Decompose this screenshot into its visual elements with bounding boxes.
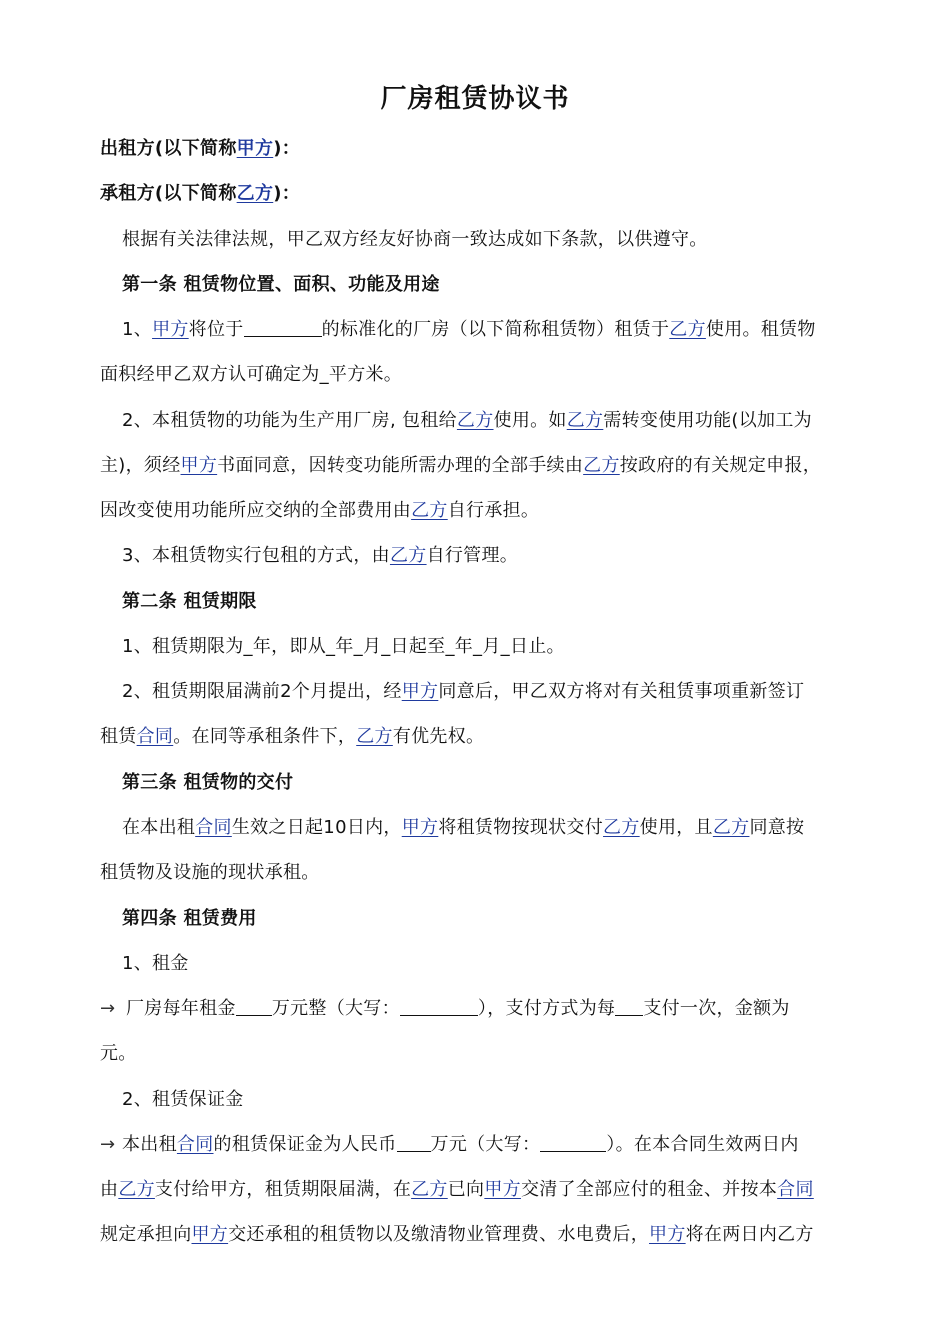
article-3-para-cont: 租赁物及设施的现状承租。 (100, 862, 320, 883)
link-party-b[interactable]: 乙方 (712, 817, 750, 838)
article-2-para-2: 2、租赁期限届满前2个月提出，经甲方同意后，甲乙双方将对有关租赁事项重新签订 (122, 681, 805, 702)
link-party-a[interactable]: 甲方 (649, 1224, 686, 1245)
lessee-line: 承租方(以下简称乙方)： (100, 183, 301, 204)
link-party-b[interactable]: 乙方 (411, 500, 448, 521)
deposit-heading: 2、租赁保证金 (122, 1089, 244, 1110)
link-party-b[interactable]: 乙方 (411, 1179, 448, 1200)
arrow-icon: → (100, 998, 116, 1019)
blank-field[interactable] (244, 318, 322, 337)
link-party-b[interactable]: 乙方 (669, 319, 706, 340)
rent-heading: 1、租金 (122, 953, 189, 974)
deposit-line: → 本出租合同的租赁保证金为人民币 万元（大写： ）。在本合同生效两日内 (100, 1132, 860, 1158)
link-contract[interactable]: 合同 (777, 1179, 814, 1200)
preamble: 根据有关法律法规，甲乙双方经友好协商一致达成如下条款，以供遵守。 (122, 229, 708, 250)
article-1-para-2-cont: 主)，须经甲方书面同意，因转变功能所需办理的全部手续由乙方按政府的有关规定申报， (100, 455, 822, 476)
blank-field[interactable] (615, 997, 643, 1016)
link-party-a[interactable]: 甲方 (401, 817, 439, 838)
article-3-para: 在本出租合同生效之日起10日内，甲方将租赁物按现状交付乙方使用，且乙方同意按 (122, 817, 805, 838)
deposit-line-cont2: 规定承担向甲方交还承租的租赁物以及缴清物业管理费、水电费后，甲方将在两日内乙方 (100, 1224, 814, 1245)
link-contract[interactable]: 合同 (195, 817, 232, 838)
link-party-a[interactable]: 甲方 (152, 319, 189, 340)
link-party-a[interactable]: 甲方 (401, 681, 439, 702)
article-2-heading: 第二条 租赁期限 (122, 591, 257, 612)
article-3-heading: 第三条 租赁物的交付 (122, 772, 294, 793)
blank-field[interactable] (400, 997, 478, 1016)
rent-line: → 厂房每年租金 万元整（大写： ），支付方式为每 支付一次，金额为 (100, 996, 860, 1022)
lessor-line: 出租方(以下简称甲方)： (100, 138, 301, 159)
document-title: 厂房租赁协议书 (380, 84, 570, 114)
blank-field[interactable] (397, 1133, 431, 1152)
blank-field[interactable] (236, 997, 272, 1016)
link-party-b[interactable]: 乙方 (236, 183, 274, 204)
article-4-heading: 第四条 租赁费用 (122, 908, 257, 929)
link-party-b[interactable]: 乙方 (356, 726, 393, 747)
article-1-para-1-cont: 面积经甲乙双方认可确定为_平方米。 (100, 364, 403, 385)
arrow-icon: → (100, 1134, 116, 1155)
link-party-b[interactable]: 乙方 (603, 817, 640, 838)
link-party-b[interactable]: 乙方 (566, 410, 604, 431)
article-1-para-1: 1、甲方将位于 的标准化的厂房（以下简称租赁物）租赁于乙方使用。租赁物 (122, 319, 816, 340)
link-party-a[interactable]: 甲方 (236, 138, 274, 159)
article-2-para-2-cont: 租赁合同。在同等承租条件下，乙方有优先权。 (100, 726, 485, 747)
article-1-para-3: 3、本租赁物实行包租的方式，由乙方自行管理。 (122, 545, 519, 566)
blank-field[interactable] (540, 1133, 606, 1152)
link-party-b[interactable]: 乙方 (456, 410, 494, 431)
link-party-b[interactable]: 乙方 (389, 545, 427, 566)
link-party-a[interactable]: 甲方 (484, 1179, 521, 1200)
link-party-b[interactable]: 乙方 (583, 455, 620, 476)
link-contract[interactable]: 合同 (136, 726, 174, 747)
link-contract[interactable]: 合同 (176, 1134, 214, 1155)
link-party-b[interactable]: 乙方 (118, 1179, 155, 1200)
article-2-para-1: 1、租赁期限为_年，即从_年_月_日起至_年_月_日止。 (122, 636, 565, 657)
rent-line-cont: 元。 (100, 1043, 137, 1064)
deposit-line-cont: 由乙方支付给甲方，租赁期限届满，在乙方已向甲方交清了全部应付的租金、并按本合同 (100, 1179, 814, 1200)
article-1-para-2: 2、本租赁物的功能为生产用厂房, 包租给乙方使用。如乙方需转变使用功能(以加工为 (122, 410, 812, 431)
link-party-a[interactable]: 甲方 (191, 1224, 229, 1245)
link-party-a[interactable]: 甲方 (180, 455, 218, 476)
article-1-para-2-cont2: 因改变使用功能所应交纳的全部费用由乙方自行承担。 (100, 500, 540, 521)
article-1-heading: 第一条 租赁物位置、面积、功能及用途 (122, 274, 440, 295)
